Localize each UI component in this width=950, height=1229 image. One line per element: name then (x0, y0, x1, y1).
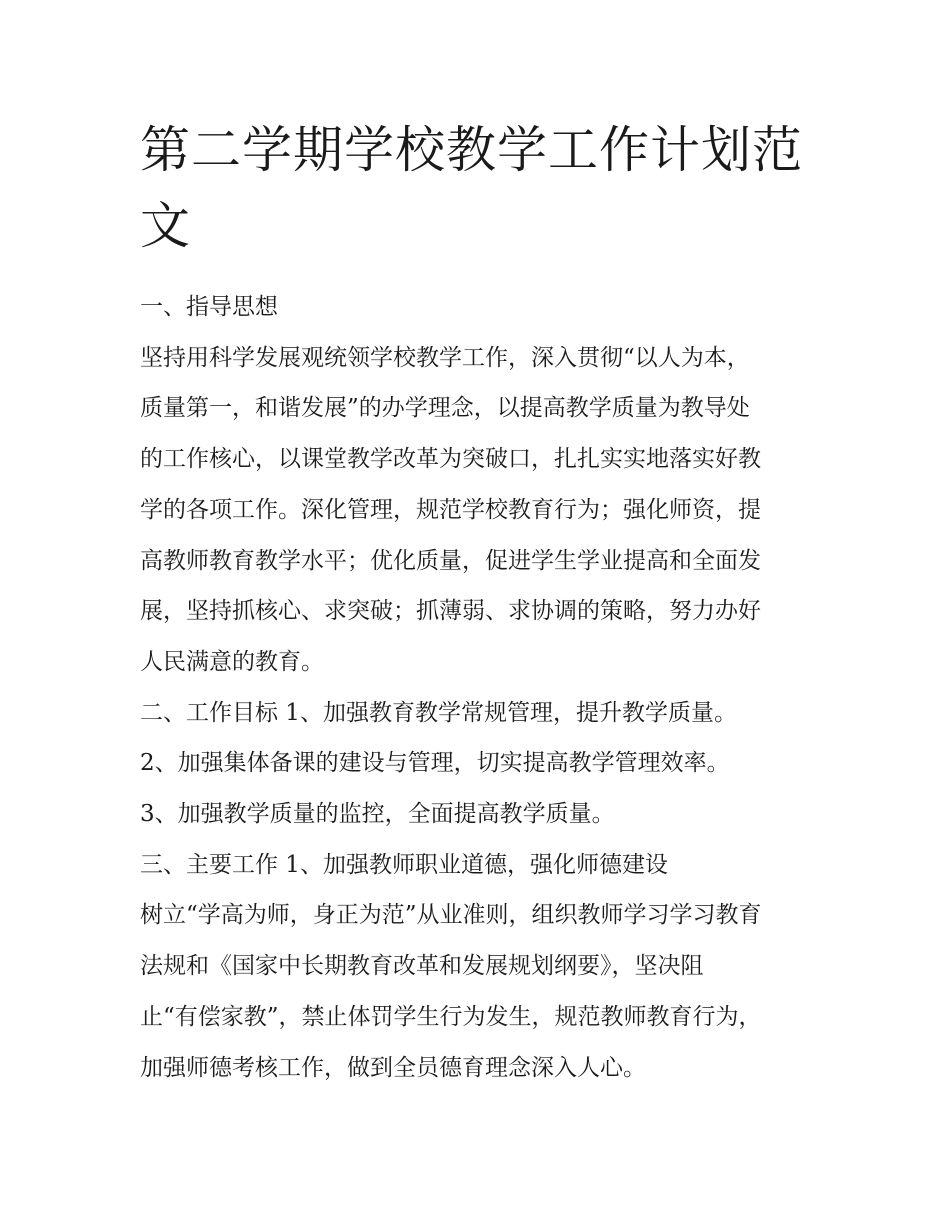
paragraph-line: 展，坚持抓核心、求突破；抓薄弱、求协调的策略，努力办好 (140, 598, 761, 625)
paragraph-line: 高教师教育教学水平；优化质量，促进学生学业提高和全面发 (140, 547, 761, 574)
section-heading-guiding-ideology: 一、指导思想 (140, 294, 278, 320)
section-heading-main-work: 三、主要工作 1、加强教师职业道德，强化师德建设 (140, 851, 668, 878)
paragraph-line: 坚持用科学发展观统领学校教学工作，深入贯彻“以人为本， (140, 344, 750, 371)
paragraph-line: 加强师德考核工作，做到全员德育理念深入人心。 (140, 1054, 646, 1081)
paragraph-line: 质量第一，和谐发展”的办学理念，以提高教学质量为教导处 (140, 395, 750, 422)
goal-item: 3、加强教学质量的监控，全面提高教学质量。 (140, 801, 615, 828)
document-body (140, 282, 820, 1093)
paragraph-line: 的工作核心，以课堂教学改革为突破口，扎扎实实地落实好教 (140, 446, 761, 473)
title-line: 第二学期学校教学工作计划范 (140, 121, 803, 179)
paragraph-line: 法规和《国家中长期教育改革和发展规划纲要》，坚决阻 (140, 953, 704, 980)
paragraph-line: 树立“学高为师，身正为范”从业准则，组织教师学习学习教育 (140, 902, 762, 929)
paragraph-line: 人民满意的教育。 (140, 648, 324, 675)
title-line: 文 (140, 197, 191, 255)
paragraph-line: 学的各项工作。深化管理，规范学校教育行为；强化师资，提 (140, 496, 761, 523)
section-heading-work-goals: 二、工作目标 1、加强教育教学常规管理，提升教学质量。 (140, 699, 737, 726)
document-title (140, 112, 810, 264)
goal-item: 2、加强集体备课的建设与管理，切实提高教学管理效率。 (140, 750, 730, 777)
paragraph-line: 止“有偿家教”，禁止体罚学生行为发生，规范教师教育行为， (140, 1003, 762, 1030)
